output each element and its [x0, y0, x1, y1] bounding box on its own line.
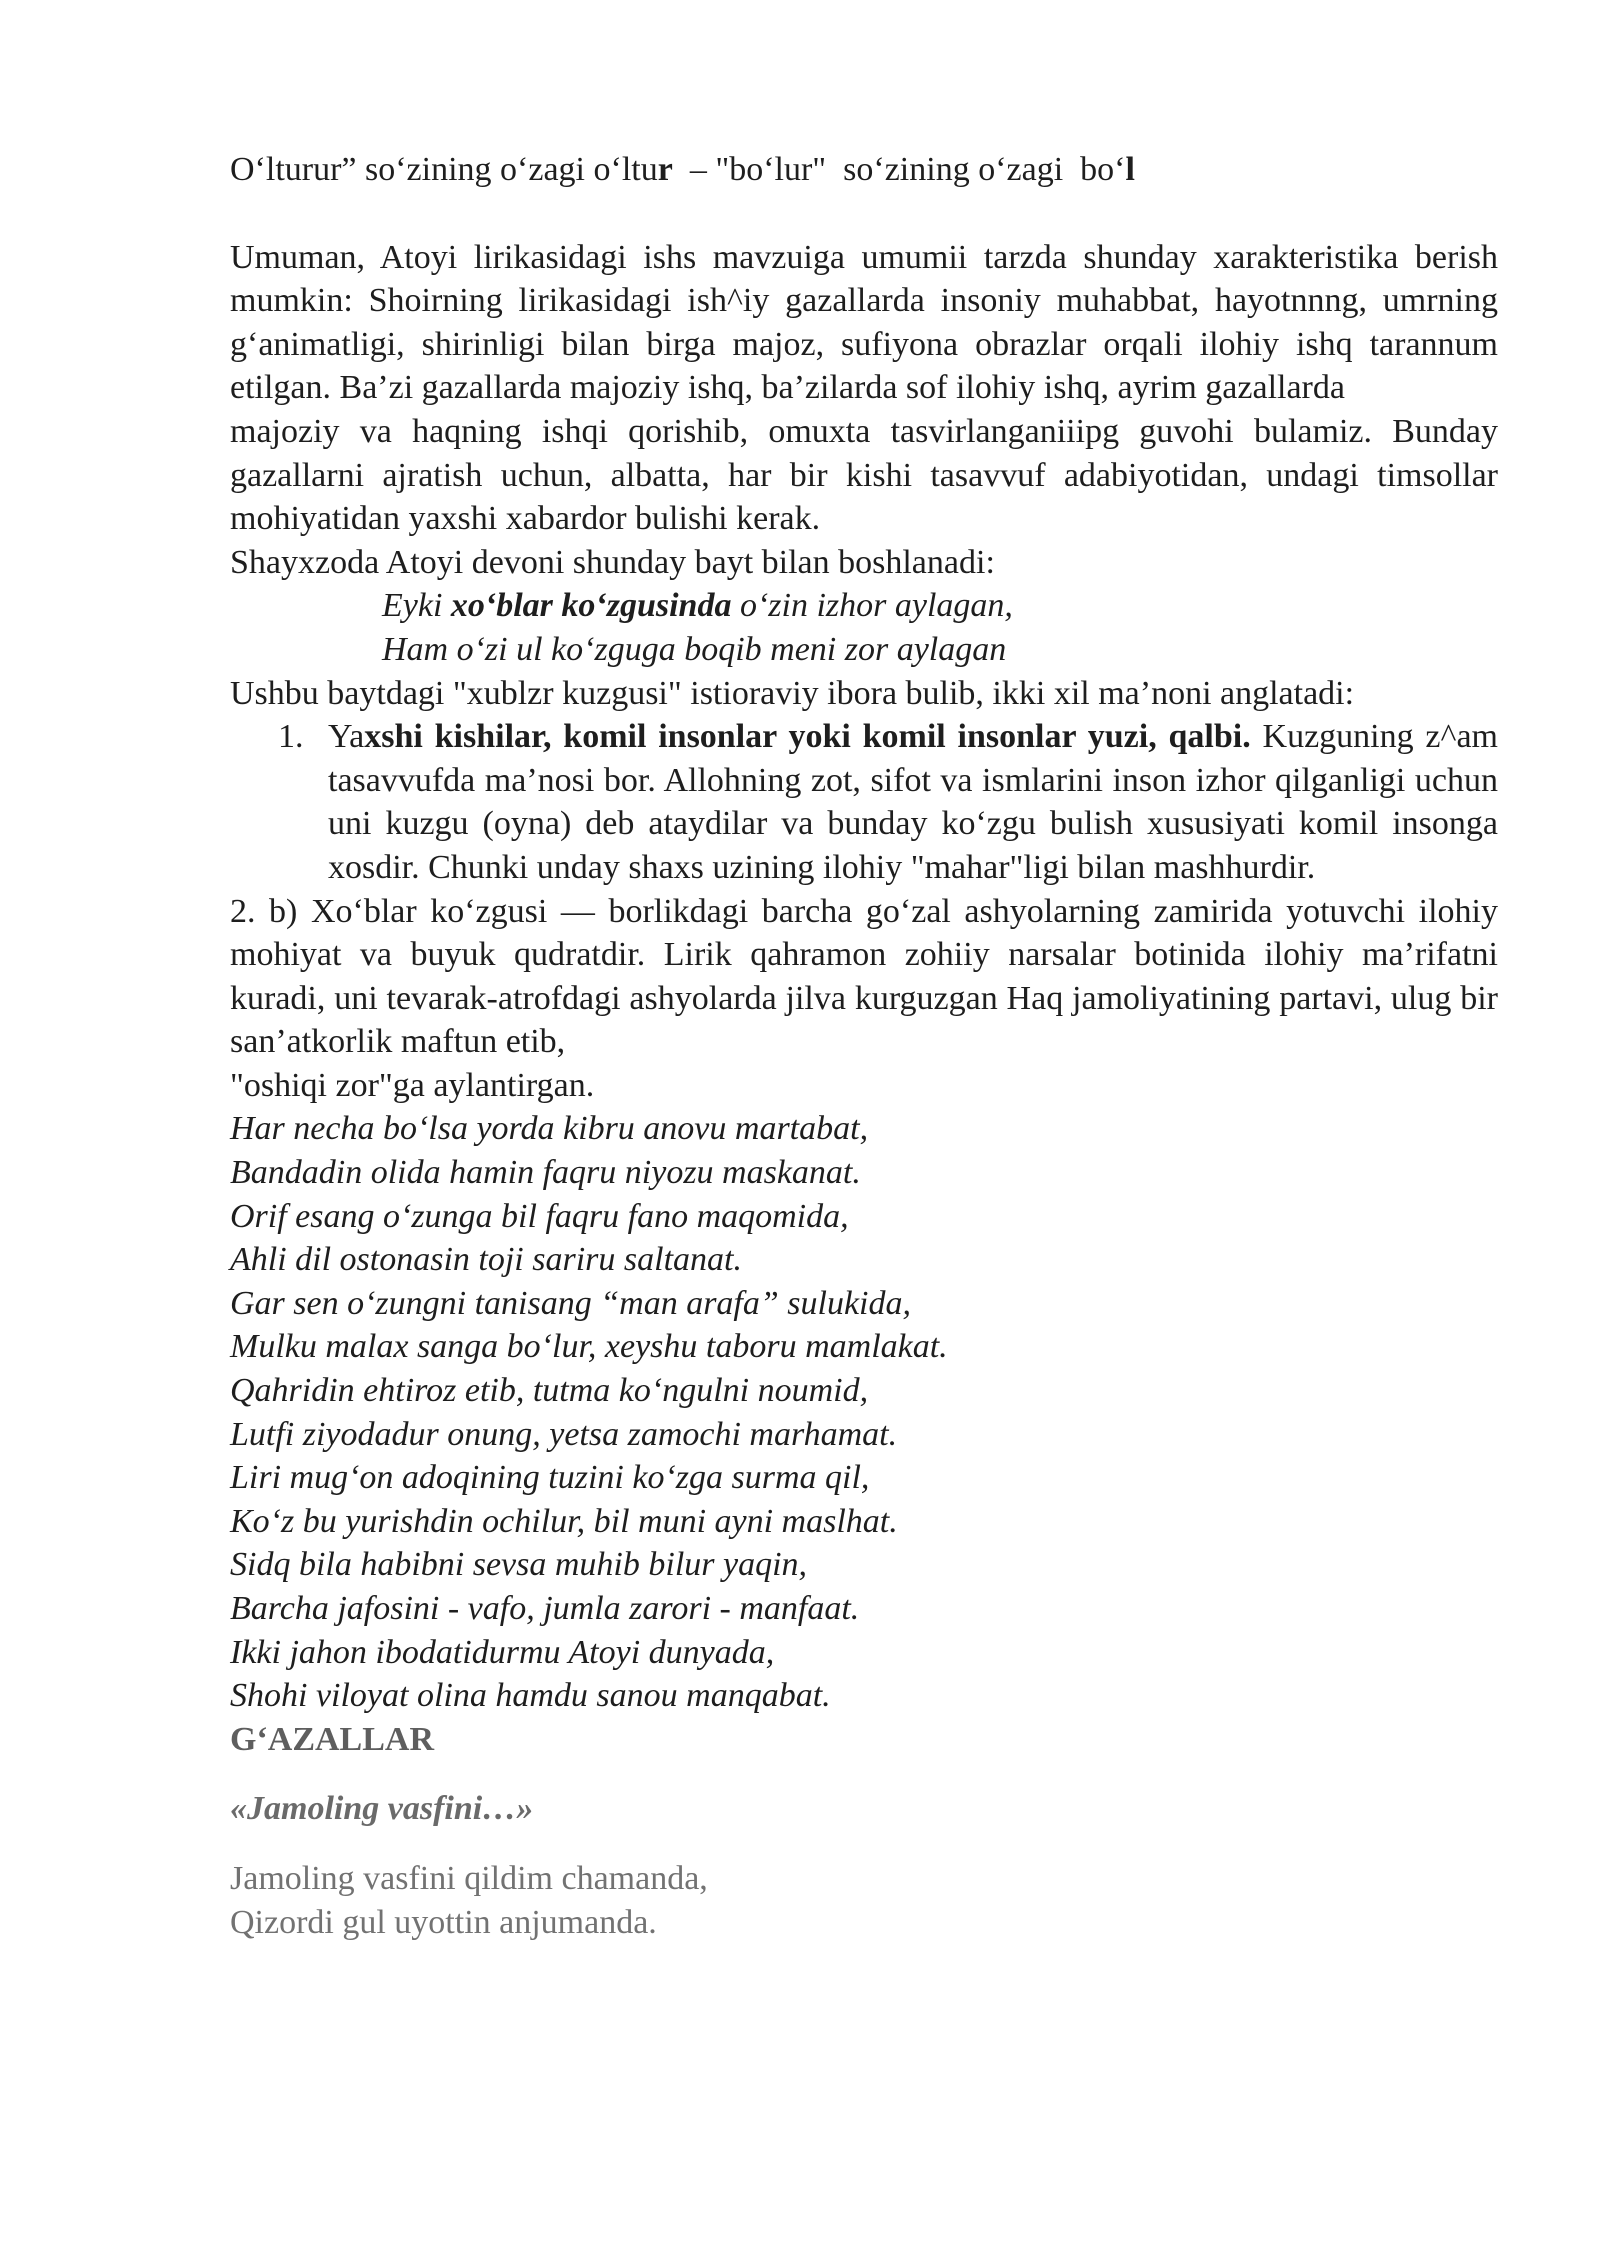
poem — [230, 1107, 1498, 1717]
poem-line: Ikki jahon ibodatidurmu Atoyi dunyada, — [230, 1633, 775, 1671]
list-item-1 — [230, 715, 1498, 889]
title-part1: O‘lturur” so‘zining o‘zagi o‘ltu — [230, 151, 658, 188]
title-line — [230, 148, 1498, 192]
poem-line: Barcha jafosini - vafo, jumla zarori - manfaat. — [230, 1590, 860, 1627]
list-item-1-bold: xshi kishilar, komil insonlar yoki komil insonlar yuzi, qalbi. — [364, 718, 1251, 756]
bayt-line-1-a: Eyki — [382, 587, 451, 625]
spacer — [230, 1831, 1498, 1857]
section-heading: G‘AZALLAR — [230, 1720, 435, 1758]
document-page — [230, 148, 1498, 1944]
poem-line: Bandadin olida hamin faqru niyozu maskanat. — [230, 1154, 861, 1192]
bayt-line-2: Ham o‘zi ul ko‘zguga boqib meni zor aylagan — [382, 630, 1007, 668]
poem-line: Gar sen o‘zungni tanisang “man arafa” sulukida, — [230, 1284, 911, 1322]
ghazal-line: Jamoling vasfini qildim chamanda, — [230, 1859, 708, 1897]
poem-line: Ko‘z bu yurishdin ochilur, bil muni ayni maslhat. — [230, 1502, 898, 1540]
poem-line: Har necha bo‘lsa yorda kibru anovu martabat, — [230, 1110, 869, 1148]
poem-line: Shohi viloyat olina hamdu sanou manqabat. — [230, 1677, 831, 1715]
poem-line: Ahli dil ostonasin toji sariru saltanat. — [230, 1241, 742, 1279]
poem-line: Qahridin ehtiroz etib, tutma ko‘ngulni noumid, — [230, 1372, 869, 1410]
bayt-line-1-bold: xo‘blar ko‘zgusinda — [450, 587, 732, 625]
poem-line: Lutfi ziyodadur onung, yetsa zamochi marhamat. — [230, 1415, 898, 1453]
paragraph-2: majoziy va haqning ishqi qorishib, omuxta tasvirlanganiiipg guvohi bulamiz. Bunday gazallarni ajratish uchun, albatta, har bir kishi tasavvuf adabiyotidan, undagi timsollar mohiyatidan yaxshi xabardor bulishi kerak. — [230, 412, 1498, 538]
item-2-tail: "oshiqi zor"ga aylantirgan. — [230, 1066, 595, 1104]
bayt-explanation: Ushbu baytdagi "xublzr kuzgusi" istioraviy ibora bulib, ikki xil ma’noni anglatadi: — [230, 674, 1355, 712]
spacer — [230, 1761, 1498, 1787]
poem-line: Mulku malax sanga bo‘lur, xeyshu taboru mamlakat. — [230, 1328, 948, 1366]
bayt-line-1 — [230, 584, 1498, 628]
bayt-line-1-b: o‘zin izhor aylagan, — [731, 587, 1013, 625]
ghazal-line: Qizordi gul uyottin anjumanda. — [230, 1903, 657, 1941]
title-part1-bold: r — [657, 151, 673, 188]
list-item-1-lead: Ya — [328, 718, 365, 756]
title-part2-bold: l — [1125, 151, 1135, 188]
poem-line: Liri mug‘on adoqining tuzini ko‘zga surma qil, — [230, 1459, 870, 1497]
poem-line: Orif esang o‘zunga bil faqru fano maqomida, — [230, 1197, 849, 1235]
list-number-1: 1. — [278, 718, 304, 756]
bayt-intro: Shayxzoda Atoyi devoni shunday bayt bilan boshlanadi: — [230, 543, 995, 581]
intro-paragraph: Umuman, Atoyi lirikasidagi ishs mavzuiga umumii tarzda shunday xarakteristika berish mumkin: Shoirning lirikasidagi ish^iy gazallarda insoniy muhabbat, hayotnnng, umrning g‘animatligi, shirinligi bilan birga majoz, sufiyona obrazlar orqali ilohiy ishq tarannum etilgan. Ba’zi gazallarda majoziy ishq, ba’zilarda sof ilohiy ishq, ayrim gazallarda — [230, 238, 1498, 407]
list-item-1-rest: Kuzguning z^am tasavvufda ma’nosi bor. Allohning zot, sifot va ismlarini inson izhor qilganligi uchun uni kuzgu (oyna) deb ataydilar va bunday ko‘zgu bulish xususiyati komil insonga xosdir. Chunki unday shaxs uzining ilohiy "mahar"ligi bilan mashhurdir. — [328, 718, 1498, 886]
item-2-paragraph: 2. b) Xo‘blar ko‘zgusi — borlikdagi barcha go‘zal ashyolarning zamirida yotuvchi ilohiy mohiyat va buyuk qudratdir. Lirik qahramon zohiiy narsalar botinida ilohiy ma’rifatni kuradi, uni tevarak-atrofdagi ashyolarda jilva kurguzgan Haq jamoliyatining partavi, ulug bir san’atkorlik maftun etib, — [230, 892, 1498, 1061]
title-part2: – "bo‘lur" so‘zining o‘zagi bo‘ — [672, 151, 1126, 188]
ghazal-title: «Jamoling vasfini…» — [230, 1790, 534, 1828]
spacer — [230, 192, 1498, 236]
poem-line: Sidq bila habibni sevsa muhib bilur yaqin, — [230, 1546, 808, 1584]
